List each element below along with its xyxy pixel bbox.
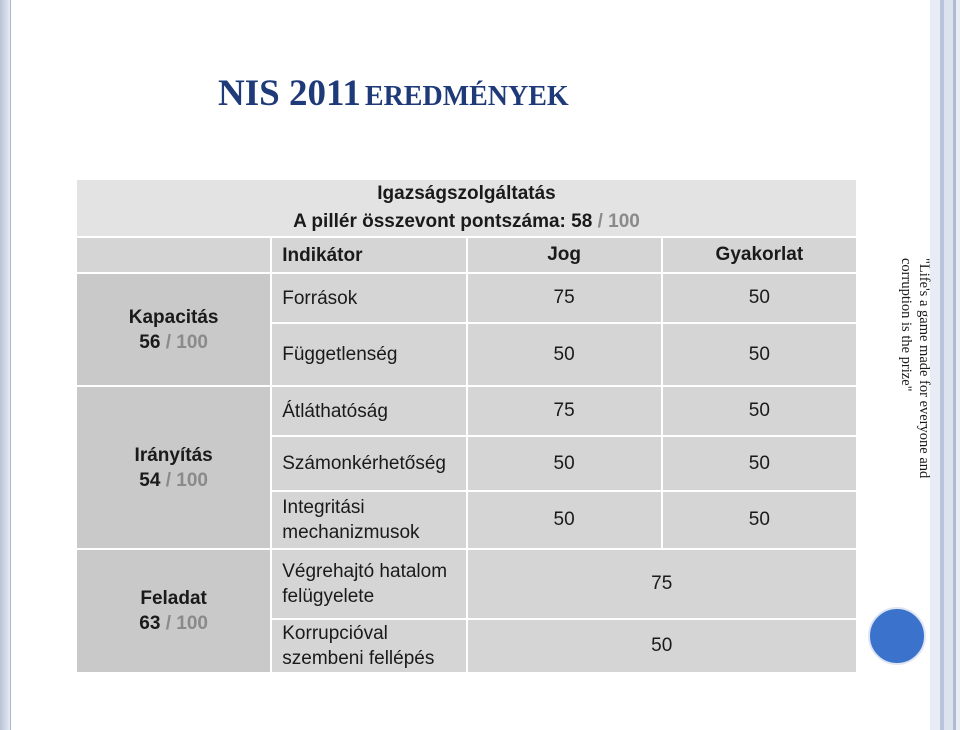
group-governance bbox=[76, 386, 271, 549]
practice-cell: 50 bbox=[662, 386, 857, 436]
indicator-cell: Források bbox=[271, 273, 466, 323]
indicator-line: mechanizmusok bbox=[282, 522, 420, 543]
indicator-line: Végrehajtó hatalom bbox=[282, 561, 448, 582]
practice-cell: 50 bbox=[662, 323, 857, 386]
group-score-value: 56 bbox=[139, 331, 161, 353]
combined-value-cell: 50 bbox=[467, 619, 858, 673]
table-subtitle bbox=[77, 208, 856, 236]
group-score bbox=[77, 330, 270, 355]
pillar-score: 58 bbox=[571, 211, 593, 232]
group-capacity bbox=[76, 273, 271, 386]
group-score bbox=[77, 611, 270, 636]
indicator-line: Integritási bbox=[282, 497, 365, 518]
group-score-max: / 100 bbox=[165, 613, 208, 634]
law-cell: 50 bbox=[467, 436, 662, 491]
group-score-value: 54 bbox=[139, 469, 161, 491]
header-law: Jog bbox=[467, 237, 662, 273]
header-empty bbox=[76, 237, 271, 273]
group-score-value: 63 bbox=[139, 613, 161, 634]
header-practice: Gyakorlat bbox=[662, 237, 857, 273]
table-title-cell bbox=[76, 179, 857, 237]
group-score-max: / 100 bbox=[165, 469, 208, 491]
law-cell: 75 bbox=[467, 273, 662, 323]
combined-value-cell: 75 bbox=[467, 549, 858, 619]
practice-cell: 50 bbox=[662, 436, 857, 491]
decorative-circle bbox=[868, 607, 926, 665]
group-score bbox=[77, 468, 270, 493]
slide-title bbox=[218, 72, 569, 115]
left-edge-decoration bbox=[0, 0, 11, 730]
group-role bbox=[76, 549, 271, 673]
group-name: Kapacitás bbox=[128, 306, 219, 328]
indicator-cell: Függetlenség bbox=[271, 323, 466, 386]
practice-cell: 50 bbox=[662, 273, 857, 323]
group-name: Feladat bbox=[140, 588, 207, 609]
title-sub: EREDMÉNYEK bbox=[364, 81, 569, 112]
indicator-line: felügyelete bbox=[282, 586, 375, 607]
indicator-line: szembeni fellépés bbox=[282, 648, 435, 669]
indicator-line: Korrupcióval bbox=[282, 623, 388, 644]
indicator-cell bbox=[271, 549, 466, 619]
header-indicator: Indikátor bbox=[271, 237, 466, 273]
group-score-max: / 100 bbox=[165, 331, 208, 353]
indicator-cell bbox=[271, 619, 466, 673]
title-main: NIS 2011 bbox=[218, 73, 361, 114]
law-cell: 75 bbox=[467, 386, 662, 436]
indicator-cell: Átláthatóság bbox=[271, 386, 466, 436]
table-title: Igazságszolgáltatás bbox=[377, 183, 556, 204]
right-edge-band bbox=[944, 0, 953, 730]
law-cell: 50 bbox=[467, 491, 662, 549]
indicator-cell bbox=[271, 491, 466, 549]
pillar-score-max: / 100 bbox=[597, 211, 640, 232]
group-name: Irányítás bbox=[134, 444, 213, 466]
quote-line-2: corruption is the prize" bbox=[898, 258, 914, 392]
law-cell: 50 bbox=[467, 323, 662, 386]
indicator-cell: Számonkérhetőség bbox=[271, 436, 466, 491]
right-edge-band bbox=[956, 0, 960, 730]
practice-cell: 50 bbox=[662, 491, 857, 549]
results-table bbox=[75, 178, 858, 674]
side-quote bbox=[897, 258, 933, 478]
quote-line-1: "Life's a game made for everyone and bbox=[916, 258, 932, 479]
table-subtitle-prefix: A pillér összevont pontszáma: bbox=[293, 211, 566, 232]
